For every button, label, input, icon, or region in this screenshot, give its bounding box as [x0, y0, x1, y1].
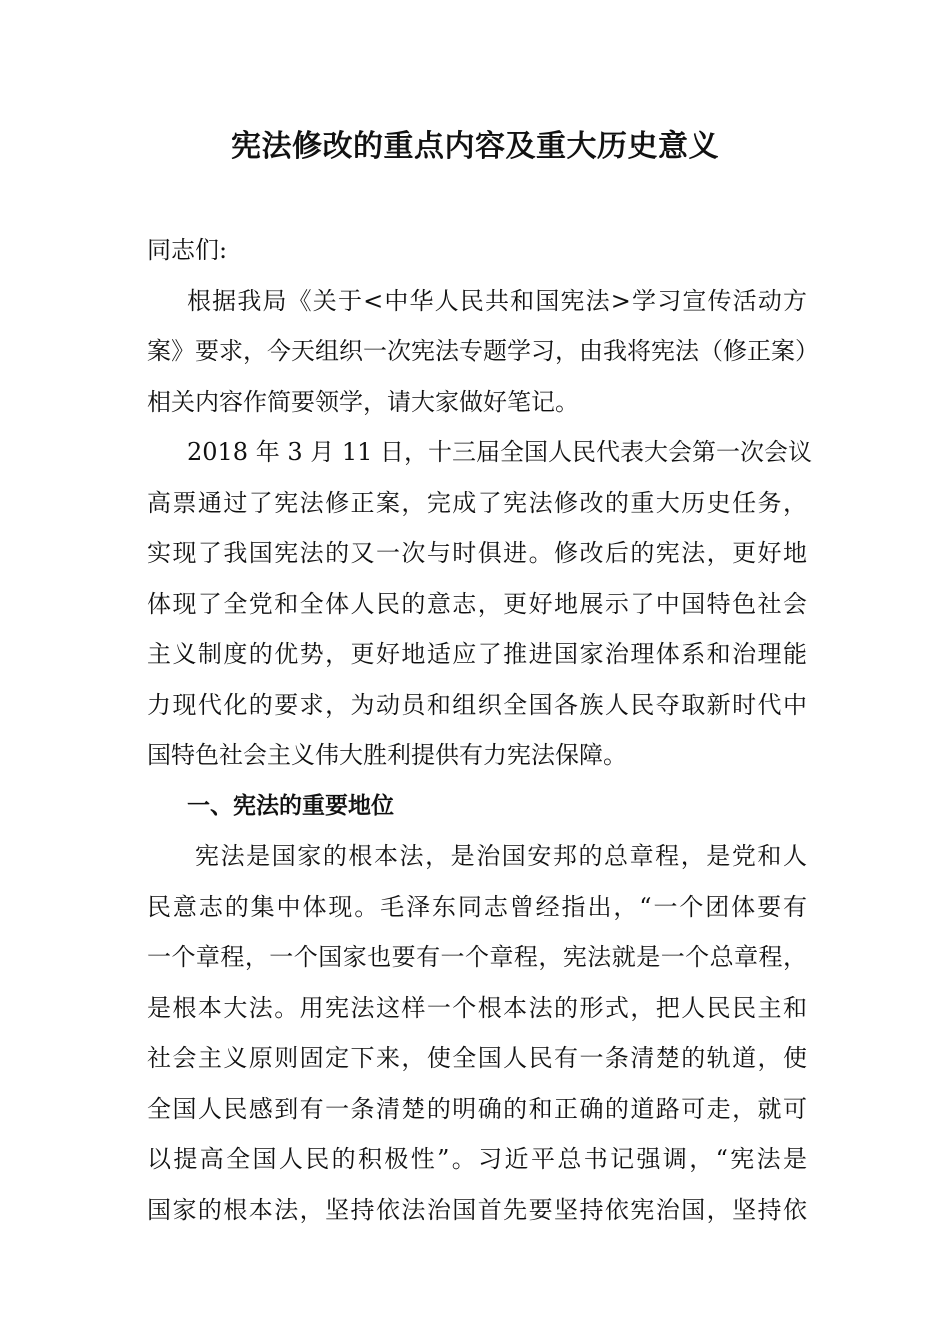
- paragraph-line: 案》要求，今天组织一次宪法专题学习，由我将宪法（修正案）: [147, 337, 819, 365]
- paragraph-line: 民意志的集中体现。毛泽东同志曾经指出，“一个团体要有: [147, 892, 807, 921]
- paragraph-line: 体现了全党和全体人民的意志，更好地展示了中国特色社会: [147, 589, 807, 618]
- paragraph-line: 力现代化的要求，为动员和组织全国各族人民夺取新时代中: [147, 690, 807, 719]
- paragraph-1: [147, 276, 819, 428]
- paragraph-line: 宪法是国家的根本法，是治国安邦的总章程，是党和人: [195, 842, 807, 870]
- paragraph-line: 2018 年 3 月 11 日，十三届全国人民代表大会第一次会议: [187, 438, 813, 466]
- paragraph-line: 高票通过了宪法修正案，完成了宪法修改的重大历史任务，: [147, 488, 807, 517]
- paragraph-line: 实现了我国宪法的又一次与时俱进。修改后的宪法，更好地: [147, 539, 807, 567]
- paragraph-line: 全国人民感到有一条清楚的明确的和正确的道路可走，就可: [147, 1094, 807, 1123]
- paragraph-line: 根据我局《关于<中华人民共和国宪法>学习宣传活动方: [187, 286, 807, 315]
- paragraph-line: 社会主义原则固定下来，使全国人民有一条清楚的轨道，使: [147, 1044, 807, 1072]
- salutation: 同志们:: [147, 236, 228, 264]
- section-heading: 一、宪法的重要地位: [187, 792, 394, 819]
- paragraph-line: 主义制度的优势，更好地适应了推进国家治理体系和治理能: [147, 640, 807, 668]
- paragraph-line: 国特色社会主义伟大胜利提供有力宪法保障。: [147, 741, 627, 769]
- paragraph-line: 以提高全国人民的积极性”。习近平总书记强调，“宪法是: [147, 1145, 807, 1173]
- section-paragraph: [147, 831, 807, 1235]
- paragraph-line: 国家的根本法，坚持依法治国首先要坚持依宪治国，坚持依: [147, 1195, 807, 1224]
- document-title: 宪法修改的重点内容及重大历史意义: [231, 129, 719, 164]
- paragraph-line: 是根本大法。用宪法这样一个根本法的形式，把人民民主和: [147, 993, 807, 1022]
- paragraph-line: 相关内容作简要领学，请大家做好笔记。: [147, 387, 579, 416]
- paragraph-2: [147, 427, 813, 781]
- paragraph-line: 一个章程，一个国家也要有一个章程，宪法就是一个总章程，: [147, 943, 807, 971]
- document-body: [147, 225, 819, 1235]
